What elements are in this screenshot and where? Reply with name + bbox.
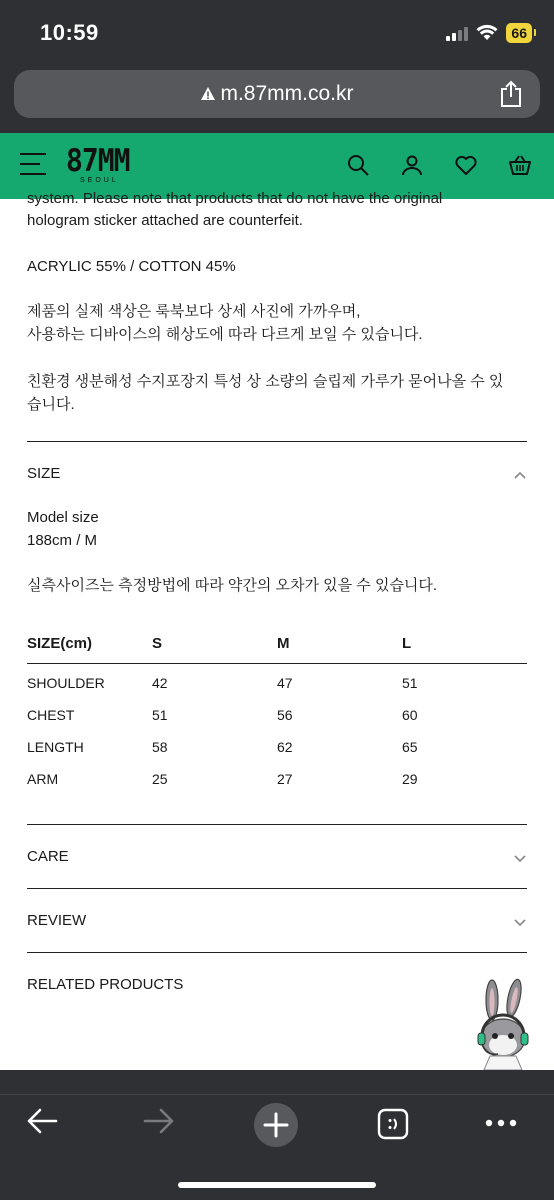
material-text: ACRYLIC 55% / COTTON 45%: [27, 258, 236, 275]
heart-icon[interactable]: [454, 153, 478, 177]
browser-top-chrome: [0, 0, 554, 133]
eco-note-line-2: 습니다.: [27, 396, 75, 413]
color-note-line-2: 사용하는 디바이스의 해상도에 따라 다르게 보일 수 있습니다.: [27, 326, 423, 343]
care-accordion-header[interactable]: [27, 825, 527, 887]
table-header-l: L: [402, 635, 412, 652]
new-tab-icon[interactable]: [254, 1103, 298, 1147]
table-row: [27, 707, 527, 729]
row-value-l: 60: [402, 707, 418, 723]
status-indicators: [446, 22, 532, 44]
eco-note-line-1: 친환경 생분해성 수지포장지 특성 상 소량의 슬립제 가루가 묻어나올 수 있: [27, 373, 504, 390]
logo-main-text: 87MM: [66, 142, 130, 179]
share-icon[interactable]: [498, 80, 524, 108]
back-icon[interactable]: [26, 1106, 58, 1136]
measurement-note: 실측사이즈는 측정방법에 따라 약간의 오차가 있을 수 있습니다.: [27, 577, 438, 594]
row-label: LENGTH: [27, 739, 84, 755]
model-size-value: 188cm / M: [27, 532, 98, 549]
more-icon[interactable]: [484, 1118, 518, 1128]
divider: [27, 952, 527, 953]
table-header-divider: [27, 663, 527, 664]
row-value-l: 29: [402, 771, 418, 787]
wifi-icon: [476, 25, 498, 41]
row-value-s: 51: [152, 707, 168, 723]
url-display[interactable]: [200, 82, 353, 106]
browser-bottom-toolbar: [0, 1070, 554, 1200]
row-value-m: 56: [277, 707, 293, 723]
site-logo[interactable]: [66, 142, 130, 184]
chevron-up-icon: [513, 468, 527, 482]
table-header-size: SIZE(cm): [27, 635, 93, 652]
table-row: [27, 771, 527, 793]
battery-indicator: 66: [506, 23, 532, 43]
table-row: [27, 675, 527, 697]
model-size-label: Model size: [27, 509, 99, 526]
row-label: SHOULDER: [27, 675, 105, 691]
user-icon[interactable]: [400, 153, 424, 177]
row-value-l: 65: [402, 739, 418, 755]
chevron-down-icon: [513, 915, 527, 929]
care-section-title: CARE: [27, 848, 69, 865]
review-accordion-header[interactable]: [27, 889, 527, 951]
lock-icon: [200, 86, 216, 102]
row-value-s: 25: [152, 771, 168, 787]
header-actions: [346, 153, 532, 177]
size-section-title: SIZE: [27, 465, 61, 482]
forward-icon: [143, 1106, 175, 1136]
color-note-line-1: 제품의 실제 색상은 룩북보다 상세 사진에 가까우며,: [27, 303, 361, 320]
row-value-l: 51: [402, 675, 418, 691]
address-bar[interactable]: [14, 70, 540, 118]
logo-sub-text: SEOUL: [80, 177, 119, 184]
status-time: 10:59: [40, 20, 99, 45]
toolbar-divider: [0, 1094, 554, 1095]
row-value-m: 27: [277, 771, 293, 787]
related-products-title: RELATED PRODUCTS: [27, 976, 184, 993]
chevron-down-icon: [513, 851, 527, 865]
rabbit-chat-bot-icon[interactable]: [470, 978, 536, 1070]
row-value-s: 58: [152, 739, 168, 755]
row-value-s: 42: [152, 675, 168, 691]
review-section-title: REVIEW: [27, 912, 87, 929]
cellular-signal-icon: [446, 25, 468, 41]
clipped-description-line: system. Please note that products that do not have the original: [27, 190, 443, 207]
search-icon[interactable]: [346, 153, 370, 177]
row-label: CHEST: [27, 707, 75, 723]
size-accordion-header[interactable]: [27, 442, 527, 504]
row-value-m: 62: [277, 739, 293, 755]
tabs-icon[interactable]: [377, 1108, 409, 1140]
table-header-m: M: [277, 635, 290, 652]
row-value-m: 47: [277, 675, 293, 691]
url-text: m.87mm.co.kr: [220, 82, 354, 105]
basket-icon[interactable]: [508, 153, 532, 177]
table-row: [27, 739, 527, 761]
table-header-s: S: [152, 635, 163, 652]
home-indicator[interactable]: [178, 1182, 376, 1188]
hologram-notice: hologram sticker attached are counterfeit.: [27, 212, 303, 229]
row-label: ARM: [27, 771, 59, 787]
hamburger-menu-icon[interactable]: [20, 153, 46, 177]
